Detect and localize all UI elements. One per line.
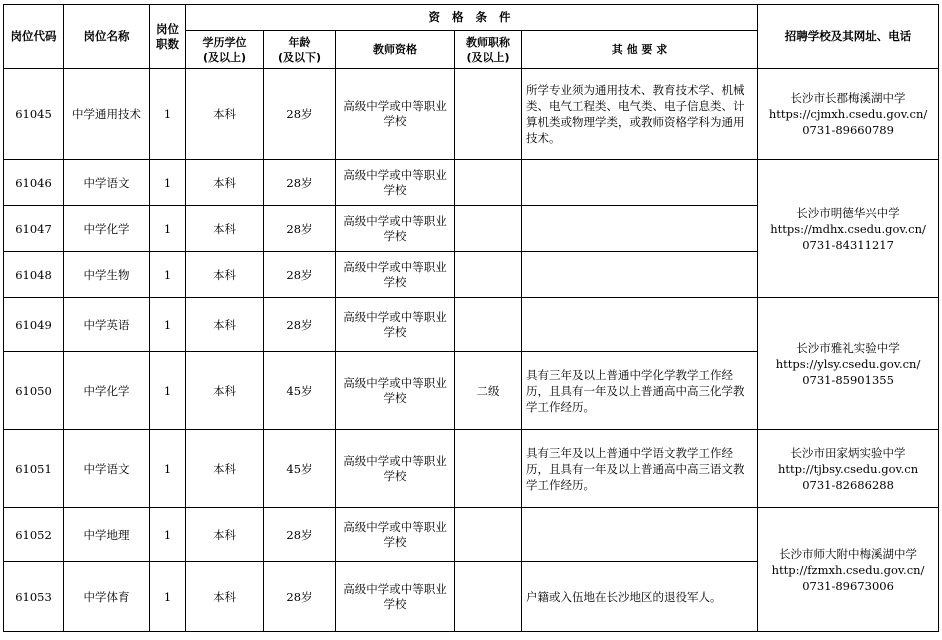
- cell-age: 28岁: [264, 298, 336, 352]
- table-row: [4, 508, 939, 562]
- cell-count: 1: [150, 352, 186, 430]
- cell-other: 具有三年及以上普通中学语文教学工作经历，且具有一年及以上普通高中高三语文教学工作经历。: [522, 430, 758, 508]
- school-phone: 0731-89673006: [802, 578, 894, 593]
- cell-code: 61045: [4, 69, 64, 160]
- cell-name: 中学英语: [64, 298, 150, 352]
- cell-code: 61052: [4, 508, 64, 562]
- cell-qualification: 高级中学或中等职业学校: [336, 206, 455, 252]
- cell-other: [522, 252, 758, 298]
- cell-age: 28岁: [264, 252, 336, 298]
- school-phone: 0731-89660789: [802, 123, 894, 137]
- cell-title: [455, 562, 522, 632]
- cell-other: [522, 160, 758, 206]
- cell-count: 1: [150, 252, 186, 298]
- cell-age: 45岁: [264, 352, 336, 430]
- school-name: 长沙市师大附中梅溪湖中学: [779, 546, 918, 561]
- cell-other: [522, 508, 758, 562]
- header-age-note: (及以下): [277, 50, 322, 64]
- header-title-label: 教师职称: [466, 35, 510, 49]
- cell-other: 所学专业须为通用技术、教育技术学、机械类、电气工程类、电气类、电子信息类、计算机类或物理学类，或教师资格学科为通用技术。: [522, 69, 758, 160]
- cell-count: 1: [150, 160, 186, 206]
- school-phone: 0731-84311217: [802, 237, 894, 252]
- header-qualification: 教师资格: [336, 31, 455, 69]
- cell-age: 28岁: [264, 69, 336, 160]
- cell-count: 1: [150, 508, 186, 562]
- cell-code: 61050: [4, 352, 64, 430]
- cell-education: 本科: [186, 562, 264, 632]
- cell-name: 中学生物: [64, 252, 150, 298]
- cell-education: 本科: [186, 252, 264, 298]
- cell-title: [455, 252, 522, 298]
- cell-name: 中学化学: [64, 352, 150, 430]
- cell-title: 二级: [455, 352, 522, 430]
- cell-code: 61047: [4, 206, 64, 252]
- cell-other: [522, 298, 758, 352]
- header-age-label: 年龄: [288, 35, 311, 49]
- cell-title: [455, 298, 522, 352]
- school-name: 长沙市雅礼实验中学: [796, 340, 900, 355]
- school-url: https://cjmxh.csedu.gov.cn/: [768, 107, 928, 121]
- cell-name: 中学化学: [64, 206, 150, 252]
- cell-code: 61051: [4, 430, 64, 508]
- cell-count: 1: [150, 69, 186, 160]
- school-name: 长沙市田家炳实验中学: [790, 445, 906, 460]
- table-row: [4, 69, 939, 160]
- table-row: [4, 298, 939, 352]
- cell-code: 61053: [4, 562, 64, 632]
- cell-code: 61048: [4, 252, 64, 298]
- cell-count: 1: [150, 430, 186, 508]
- school-phone: 0731-85901355: [802, 372, 894, 387]
- cell-education: 本科: [186, 298, 264, 352]
- cell-age: 28岁: [264, 508, 336, 562]
- header-education: [186, 31, 264, 69]
- cell-education: 本科: [186, 69, 264, 160]
- school-url: http://fzmxh.csedu.gov.cn/: [771, 562, 925, 577]
- cell-school: [758, 69, 939, 160]
- header-conditions: 资 格 条 件: [186, 5, 758, 31]
- header-education-label: 学历学位: [202, 35, 247, 49]
- cell-qualification: 高级中学或中等职业学校: [336, 160, 455, 206]
- cell-qualification: 高级中学或中等职业学校: [336, 430, 455, 508]
- cell-code: 61046: [4, 160, 64, 206]
- school-url: https://ylsy.csedu.gov.cn/: [775, 356, 921, 371]
- cell-name: 中学体育: [64, 562, 150, 632]
- cell-qualification: 高级中学或中等职业学校: [336, 352, 455, 430]
- cell-code: 61049: [4, 298, 64, 352]
- header-title-note: (及以上): [466, 50, 510, 64]
- cell-other: 户籍或入伍地在长沙地区的退役军人。: [522, 562, 758, 632]
- cell-school: [758, 430, 939, 508]
- cell-count: 1: [150, 206, 186, 252]
- cell-age: 28岁: [264, 206, 336, 252]
- table-row: [4, 430, 939, 508]
- cell-title: [455, 508, 522, 562]
- cell-age: 28岁: [264, 562, 336, 632]
- cell-qualification: 高级中学或中等职业学校: [336, 298, 455, 352]
- cell-age: 45岁: [264, 430, 336, 508]
- cell-school: [758, 160, 939, 298]
- cell-title: [455, 206, 522, 252]
- cell-education: 本科: [186, 160, 264, 206]
- cell-other: 具有三年及以上普通中学化学教学工作经历，且具有一年及以上普通高中高三化学教学工作经历。: [522, 352, 758, 430]
- header-title: [455, 31, 522, 69]
- cell-name: 中学语文: [64, 430, 150, 508]
- cell-name: 中学语文: [64, 160, 150, 206]
- header-name: 岗位名称: [64, 5, 150, 69]
- cell-qualification: 高级中学或中等职业学校: [336, 252, 455, 298]
- cell-education: 本科: [186, 206, 264, 252]
- cell-education: 本科: [186, 430, 264, 508]
- cell-name: 中学地理: [64, 508, 150, 562]
- cell-name: 中学通用技术: [64, 69, 150, 160]
- header-school: 招聘学校及其网址、电话: [758, 5, 939, 69]
- cell-education: 本科: [186, 508, 264, 562]
- header-count: 岗位职数: [150, 5, 186, 69]
- table-row: [4, 160, 939, 206]
- cell-title: [455, 160, 522, 206]
- cell-qualification: 高级中学或中等职业学校: [336, 508, 455, 562]
- cell-age: 28岁: [264, 160, 336, 206]
- cell-title: [455, 69, 522, 160]
- school-name: 长沙市明德华兴中学: [796, 205, 900, 220]
- cell-school: [758, 508, 939, 632]
- cell-education: 本科: [186, 352, 264, 430]
- header-age: [264, 31, 336, 69]
- school-url: http://tjbsy.csedu.gov.cn: [777, 461, 919, 476]
- header-code: 岗位代码: [4, 5, 64, 69]
- school-phone: 0731-82686288: [802, 477, 894, 492]
- cell-count: 1: [150, 562, 186, 632]
- cell-other: [522, 206, 758, 252]
- header-other: 其 他 要 求: [522, 31, 758, 69]
- school-url: https://mdhx.csedu.gov.cn/: [770, 221, 926, 236]
- cell-count: 1: [150, 298, 186, 352]
- school-name: 长沙市长郡梅溪湖中学: [790, 91, 906, 105]
- cell-school: [758, 298, 939, 430]
- cell-qualification: 高级中学或中等职业学校: [336, 69, 455, 160]
- cell-title: [455, 430, 522, 508]
- recruitment-table: [3, 4, 939, 632]
- cell-qualification: 高级中学或中等职业学校: [336, 562, 455, 632]
- header-education-note: (及以上): [202, 50, 247, 64]
